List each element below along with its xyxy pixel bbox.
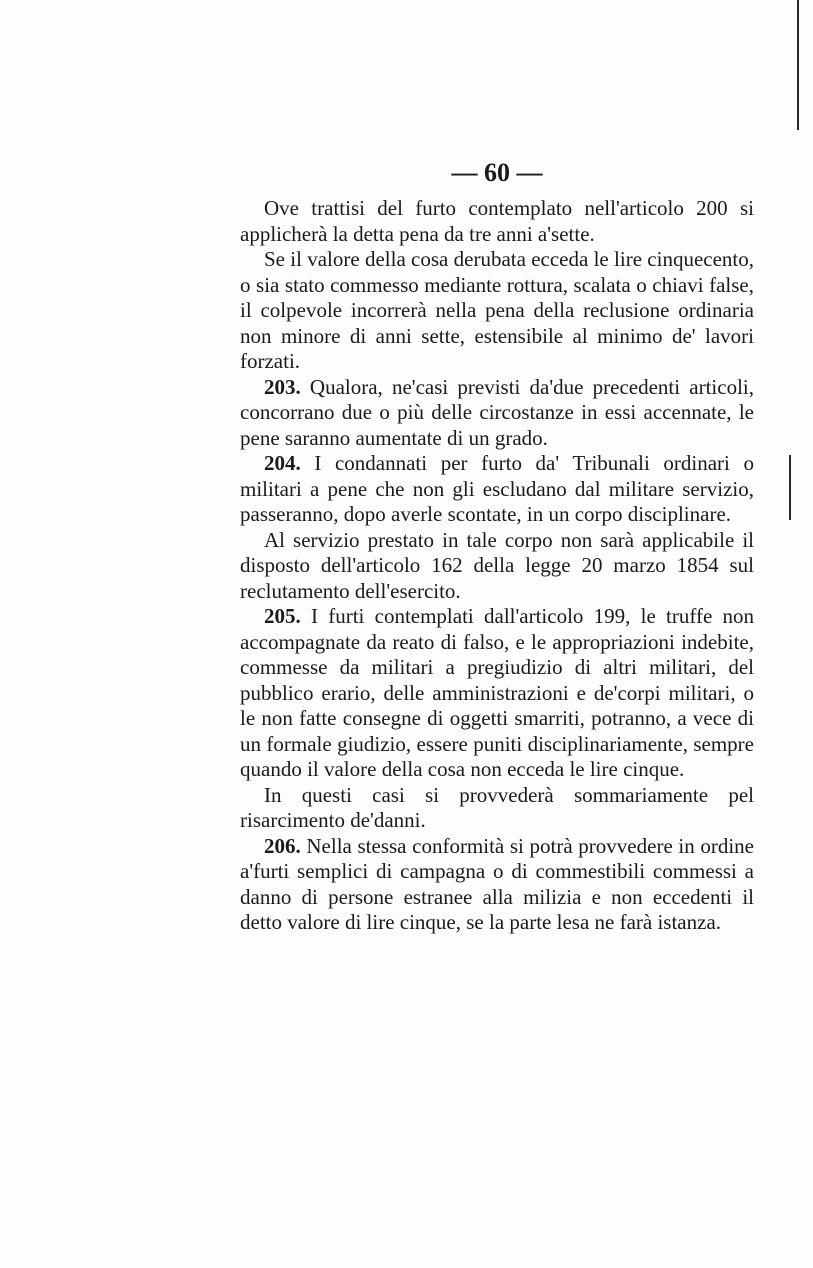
page-number: — 60 —	[451, 158, 543, 187]
page-edge-line	[797, 0, 799, 130]
paragraph	[240, 783, 754, 834]
body-text	[240, 196, 754, 936]
paragraph-text: Nella stessa conformità si potrà provvedere in ordine a'furti semplici di campagna o di commestibili commessi a danno di persone estranee alla milizia e non eccedenti il detto valore di lire cinque, se la parte lesa ne farà istanza.	[240, 833, 755, 934]
paragraph-text: I furti contemplati dall'articolo 199, le truffe non accompagnate da reato di falso, e le appropriazioni indebite, commesse da militari a pregiudizio di altri militari, del pubblico erario, delle amministrazioni e de'corpi militari, o le non fatte consegne di oggetti smarriti, potranno, a vece di un formale giudizio, essere puniti disciplinariamente, sempre quando il valore della cosa non ecceda le lire cinque.	[240, 604, 755, 781]
article-number: 203.	[264, 374, 301, 399]
paragraph-text: Se il valore della cosa derubata ecceda le lire cinquecento, o sia stato commesso mediante rottura, scalata o chiavi false, il colpevole incorrerà nella pena della reclusione ordinaria non minore di anni sette, estensibile al minimo de' lavori forzati.	[240, 247, 754, 373]
article-number: 204.	[264, 451, 301, 475]
paragraph-text: Qualora, ne'casi previsti da'due precedenti articoli, concorrano due o più delle circostanze in essi accennate, le pene saranno aumentate di un grado.	[240, 374, 754, 450]
paragraph-text: Ove trattisi del furto contemplato nell'articolo 200 si applicherà la detta pena da tre anni a'sette.	[240, 196, 754, 246]
paragraph	[240, 604, 754, 783]
paragraph	[240, 196, 754, 247]
paragraph	[240, 451, 754, 528]
paragraph	[240, 528, 754, 605]
paragraph	[240, 247, 754, 375]
page-edge-line	[789, 455, 791, 520]
paragraph-text: In questi casi si provvederà sommariamente pel risarcimento de'danni.	[240, 782, 754, 832]
paragraph-text: Al servizio prestato in tale corpo non sarà applicabile il disposto dell'articolo 162 della legge 20 marzo 1854 sul reclutamento dell'esercito.	[240, 527, 754, 603]
paragraph-text: I condannati per furto da' Tribunali ordinari o militari a pene che non gli escludano dal militare servizio, passeranno, dopo averle scontate, in un corpo disciplinare.	[240, 451, 754, 526]
article-number: 206.	[264, 833, 301, 858]
paragraph	[240, 834, 754, 936]
paragraph	[240, 375, 754, 452]
article-number: 205.	[264, 604, 301, 628]
